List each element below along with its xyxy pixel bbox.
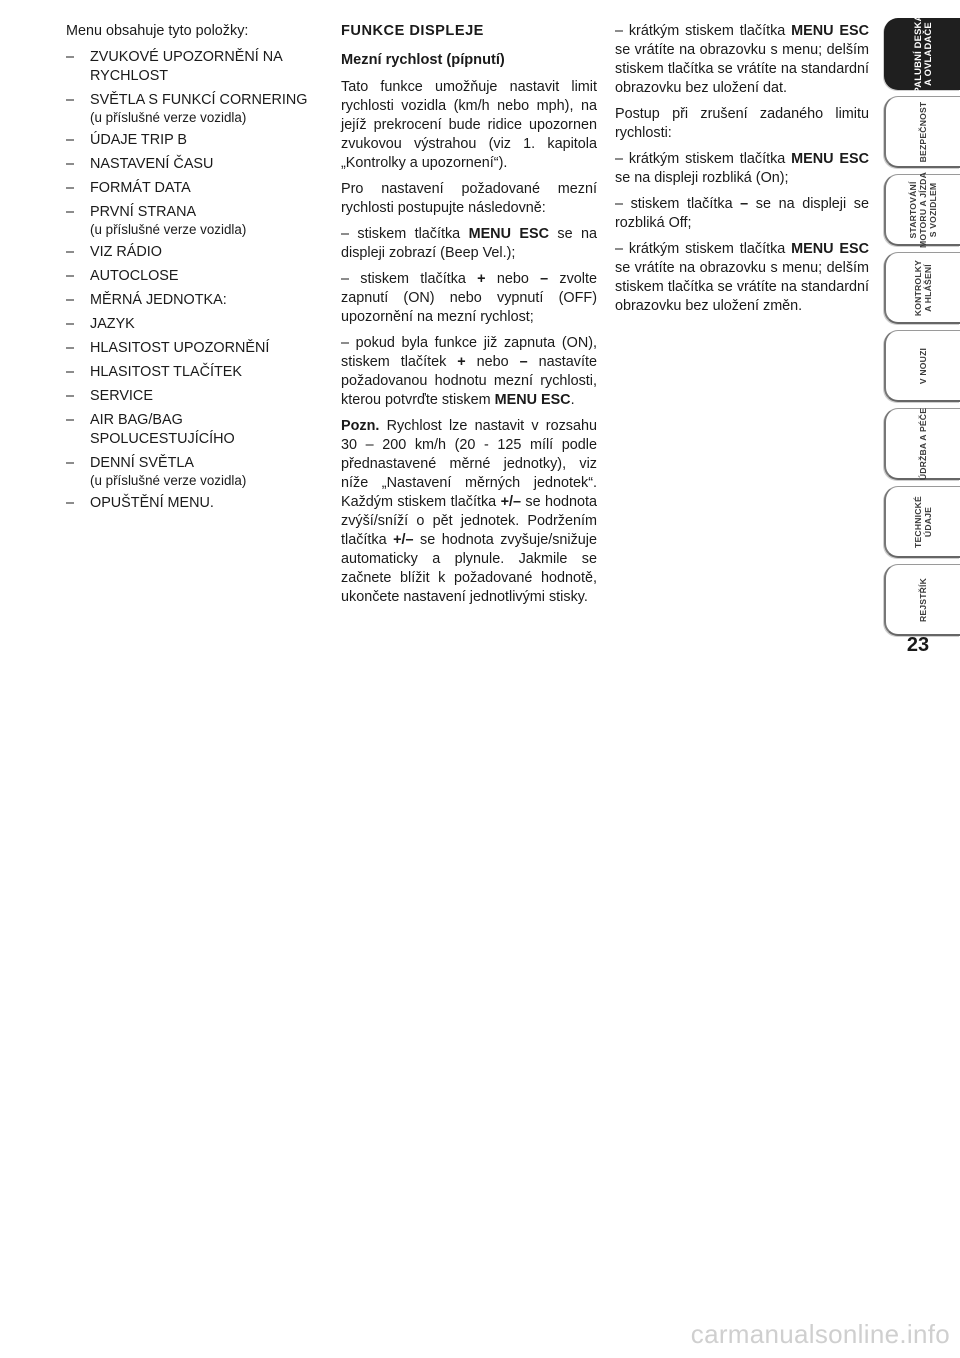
menu-item-text: DENNÍ SVĚTLA — [90, 455, 194, 471]
step: – pokud byla funkce již zapnuta (ON), stiskem tlačítek + nebo – nastavíte požadovanou hodnotu mezní rychlosti, kterou potvrďte stiskem MENU ESC. — [341, 335, 597, 408]
menu-item-text: ÚDAJE TRIP B — [90, 132, 188, 148]
list-dash: – — [66, 180, 75, 196]
tab-label: REJSTŘÍK — [918, 577, 928, 622]
page-number: 23 — [906, 634, 930, 656]
step: – stiskem tlačítka MENU ESC se na displeji zobrazí (Beep Vel.); — [341, 226, 597, 261]
tab-nouzi[interactable] — [884, 330, 960, 402]
tab-kontrolky[interactable] — [884, 252, 960, 324]
menu-list-item — [66, 48, 322, 86]
menu-list-item — [66, 339, 322, 358]
menu-item-text: NASTAVENÍ ČASU — [90, 156, 214, 172]
menu-item-note: (u příslušné verze vozidla) — [90, 110, 247, 125]
list-dash: – — [66, 204, 75, 220]
menu-intro: Menu obsahuje tyto položky: — [66, 23, 249, 39]
tab-label: BEZPEČNOST — [918, 101, 928, 162]
list-dash: – — [66, 388, 75, 404]
menu-item-text: JAZYK — [90, 316, 135, 332]
list-dash: – — [66, 455, 75, 471]
tab-rejstrik[interactable] — [884, 564, 960, 636]
list-dash: – — [66, 49, 75, 65]
step: – stiskem tlačítka – se na displeji se rozbliká Off; — [615, 196, 869, 231]
paragraph: Tato funkce umožňuje nastavit limit rychlosti vozidla (km/h nebo mph), na jejíž prekrocení bude ridice upozornen zvukovou výstrahou (viz 1. kapitola „Kontrolky a upozornení“). — [341, 79, 597, 171]
tab-bezpecnost[interactable] — [884, 96, 960, 168]
menu-item-text: VIZ RÁDIO — [90, 244, 162, 260]
menu-item-note: (u příslušné verze vozidla) — [90, 222, 247, 237]
subsection-heading: Mezní rychlost (pípnutí) — [341, 52, 505, 68]
tab-label: V NOUZI — [918, 347, 928, 384]
paragraph: Postup při zrušení zadaného limitu rychlosti: — [615, 106, 869, 141]
list-dash: – — [66, 156, 75, 172]
list-dash: – — [66, 244, 75, 260]
menu-item-text: SVĚTLA S FUNKCÍ CORNERING — [90, 92, 308, 108]
menu-list-item — [66, 131, 322, 150]
display-functions-column — [341, 22, 597, 614]
menu-item-text: AUTOCLOSE — [90, 268, 179, 284]
menu-item-text: ZVUKOVÉ UPOZORNĚNÍ NA RYCHLOST — [90, 49, 282, 84]
menu-list-item — [66, 243, 322, 262]
list-dash: – — [66, 340, 75, 356]
menu-list-item — [66, 203, 322, 238]
list-dash: – — [66, 292, 75, 308]
menu-item-text: SERVICE — [90, 388, 153, 404]
list-dash: – — [66, 92, 75, 108]
menu-list-item — [66, 291, 322, 310]
list-dash: – — [66, 268, 75, 284]
speed-limit-cancel-column — [615, 22, 869, 323]
watermark: carmanualsonline.info — [690, 1319, 950, 1349]
menu-item-text: PRVNÍ STRANA — [90, 204, 197, 220]
menu-item-text: HLASITOST TLAČÍTEK — [90, 364, 242, 380]
list-dash: – — [66, 132, 75, 148]
tab-label: ÚDRŽBA A PÉČE — [918, 407, 928, 480]
note-paragraph: Pozn. Rychlost lze nastavit v rozsahu 30 – 200 km/h (20 - 125 mílí podle přednastavené měrné jednotky), viz níže „Nastavení měrných jednotek“. Každým stiskem tlačítka +/– se hodnota zvýší/sníží o pět jednotek. Podržením tlačítka +/– se hodnota zvyšuje/snižuje automaticky a plynule. Jakmile se začnete blížit k požadované hodnotě, ukončete nastavení jednotlivými stisky. — [341, 418, 597, 605]
tab-label: STARTOVÁNÍ MOTORU A JÍZDA S VOZIDLEM — [908, 171, 938, 248]
list-dash: – — [66, 316, 75, 332]
menu-list-item — [66, 454, 322, 489]
step: – stiskem tlačítka + nebo – zvolte zapnutí (ON) nebo vypnutí (OFF) upozornění na mezní rychlost; — [341, 271, 597, 325]
menu-item-text: MĚRNÁ JEDNOTKA: — [90, 292, 227, 308]
list-dash: – — [66, 364, 75, 380]
step: – krátkým stiskem tlačítka MENU ESC se na displeji rozbliká (On); — [615, 151, 869, 186]
tab-udrzba[interactable] — [884, 408, 960, 480]
menu-list-item — [66, 363, 322, 382]
list-dash: – — [66, 495, 75, 511]
menu-item-text: AIR BAG/BAG SPOLUCESTUJÍCÍHO — [90, 412, 235, 447]
menu-list-item — [66, 494, 322, 513]
menu-items-list — [66, 48, 322, 513]
menu-list-item — [66, 267, 322, 286]
menu-item-text: FORMÁT DATA — [90, 180, 191, 196]
menu-item-note: (u příslušné verze vozidla) — [90, 473, 247, 488]
menu-list-item — [66, 411, 322, 449]
menu-item-text: HLASITOST UPOZORNĚNÍ — [90, 340, 270, 356]
menu-list-item — [66, 155, 322, 174]
tab-label: KONTROLKY A HLÁŠENÍ — [913, 259, 933, 316]
tab-label: PALUBNÍ DESKA A OVLADAČE — [912, 14, 933, 93]
menu-item-text: OPUŠTĚNÍ MENU. — [90, 495, 214, 511]
menu-list-item — [66, 179, 322, 198]
tab-palubni[interactable] — [884, 14, 960, 93]
paragraph: Pro nastavení požadované mezní rychlosti postupujte následovně: — [341, 181, 597, 216]
menu-list-column — [66, 22, 322, 518]
tab-startovani[interactable] — [884, 171, 960, 248]
list-dash: – — [66, 412, 75, 428]
tab-technicke[interactable] — [884, 486, 960, 558]
menu-list-item — [66, 315, 322, 334]
step: – krátkým stiskem tlačítka MENU ESC se vrátíte na obrazovku s menu; delším stiskem tlačítka se vrátíte na standardní obrazovku bez uložení dat. — [615, 23, 869, 96]
menu-list-item — [66, 387, 322, 406]
menu-list-item — [66, 91, 322, 126]
tab-label: TECHNICKÉ ÚDAJE — [913, 495, 933, 548]
step: – krátkým stiskem tlačítka MENU ESC se vrátíte na obrazovku s menu; delším stiskem tlačítka se vrátíte na standardní obrazovku bez uložení změn. — [615, 241, 869, 314]
section-heading: FUNKCE DISPLEJE — [341, 23, 484, 39]
chapter-tabs — [884, 0, 960, 640]
